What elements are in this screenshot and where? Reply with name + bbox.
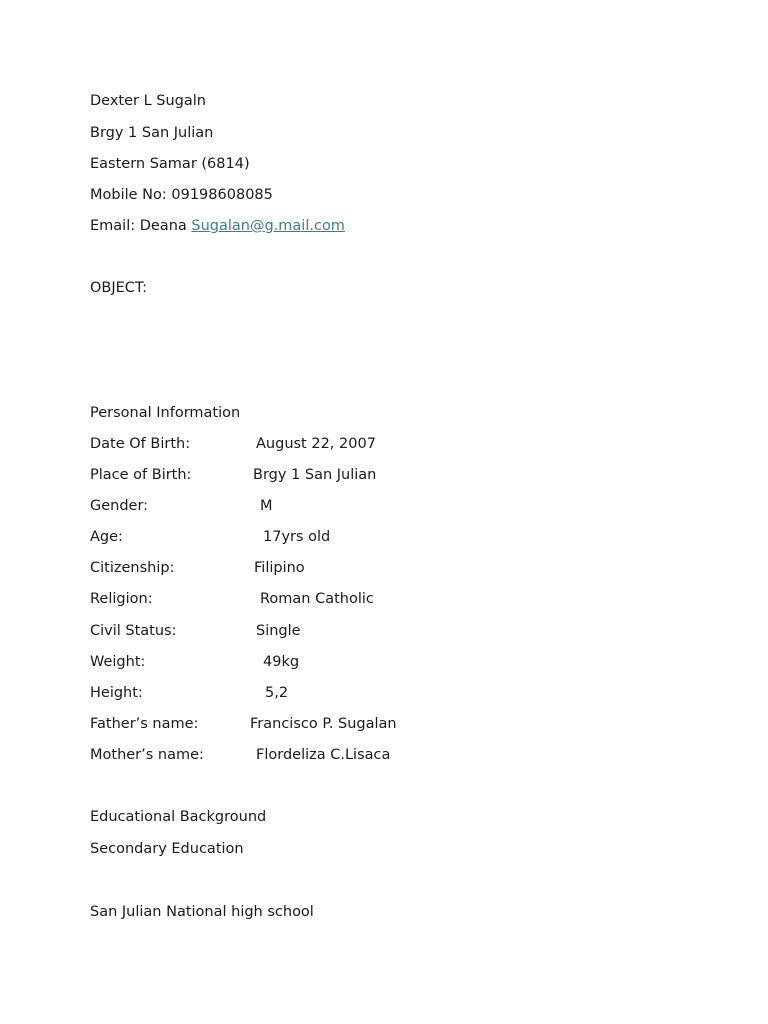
field-label-height: Height: xyxy=(90,685,143,701)
field-label-fathers-name: Father’s name: xyxy=(90,716,199,732)
field-value-gender: M xyxy=(260,498,273,514)
field-value-religion: Roman Catholic xyxy=(260,591,374,607)
field-label-age: Age: xyxy=(90,529,123,545)
school-name: San Julian National high school xyxy=(90,904,314,920)
field-label-weight: Weight: xyxy=(90,654,146,670)
email-line xyxy=(90,217,345,235)
personal-info-heading: Personal Information xyxy=(90,405,241,421)
field-value-place-of-birth: Brgy 1 San Julian xyxy=(253,467,377,483)
field-value-weight: 49kg xyxy=(263,654,300,670)
education-level: Secondary Education xyxy=(90,841,244,857)
field-value-height: 5,2 xyxy=(265,685,289,701)
objective-heading: OBJECT: xyxy=(90,280,148,296)
address-line-2: Eastern Samar (6814) xyxy=(90,156,250,172)
field-label-place-of-birth: Place of Birth: xyxy=(90,467,192,483)
field-value-mothers-name: Flordeliza C.Lisaca xyxy=(256,747,391,763)
applicant-name: Dexter L Sugaln xyxy=(90,93,206,109)
field-label-mothers-name: Mother’s name: xyxy=(90,747,204,763)
field-value-civil-status: Single xyxy=(256,623,301,639)
email-label: Email: Deana xyxy=(90,218,187,234)
address-line-1: Brgy 1 San Julian xyxy=(90,125,214,141)
field-value-date-of-birth: August 22, 2007 xyxy=(256,436,376,452)
field-value-citizenship: Filipino xyxy=(254,560,305,576)
field-label-gender: Gender: xyxy=(90,498,149,514)
field-label-date-of-birth: Date Of Birth: xyxy=(90,436,191,452)
field-label-civil-status: Civil Status: xyxy=(90,623,177,639)
field-value-fathers-name: Francisco P. Sugalan xyxy=(250,716,397,732)
field-label-religion: Religion: xyxy=(90,591,153,607)
field-value-age: 17yrs old xyxy=(263,529,331,545)
email-link[interactable]: Sugalan@g.mail.com xyxy=(191,218,345,234)
field-label-citizenship: Citizenship: xyxy=(90,560,175,576)
education-heading: Educational Background xyxy=(90,809,267,825)
mobile-number: Mobile No: 09198608085 xyxy=(90,187,273,203)
